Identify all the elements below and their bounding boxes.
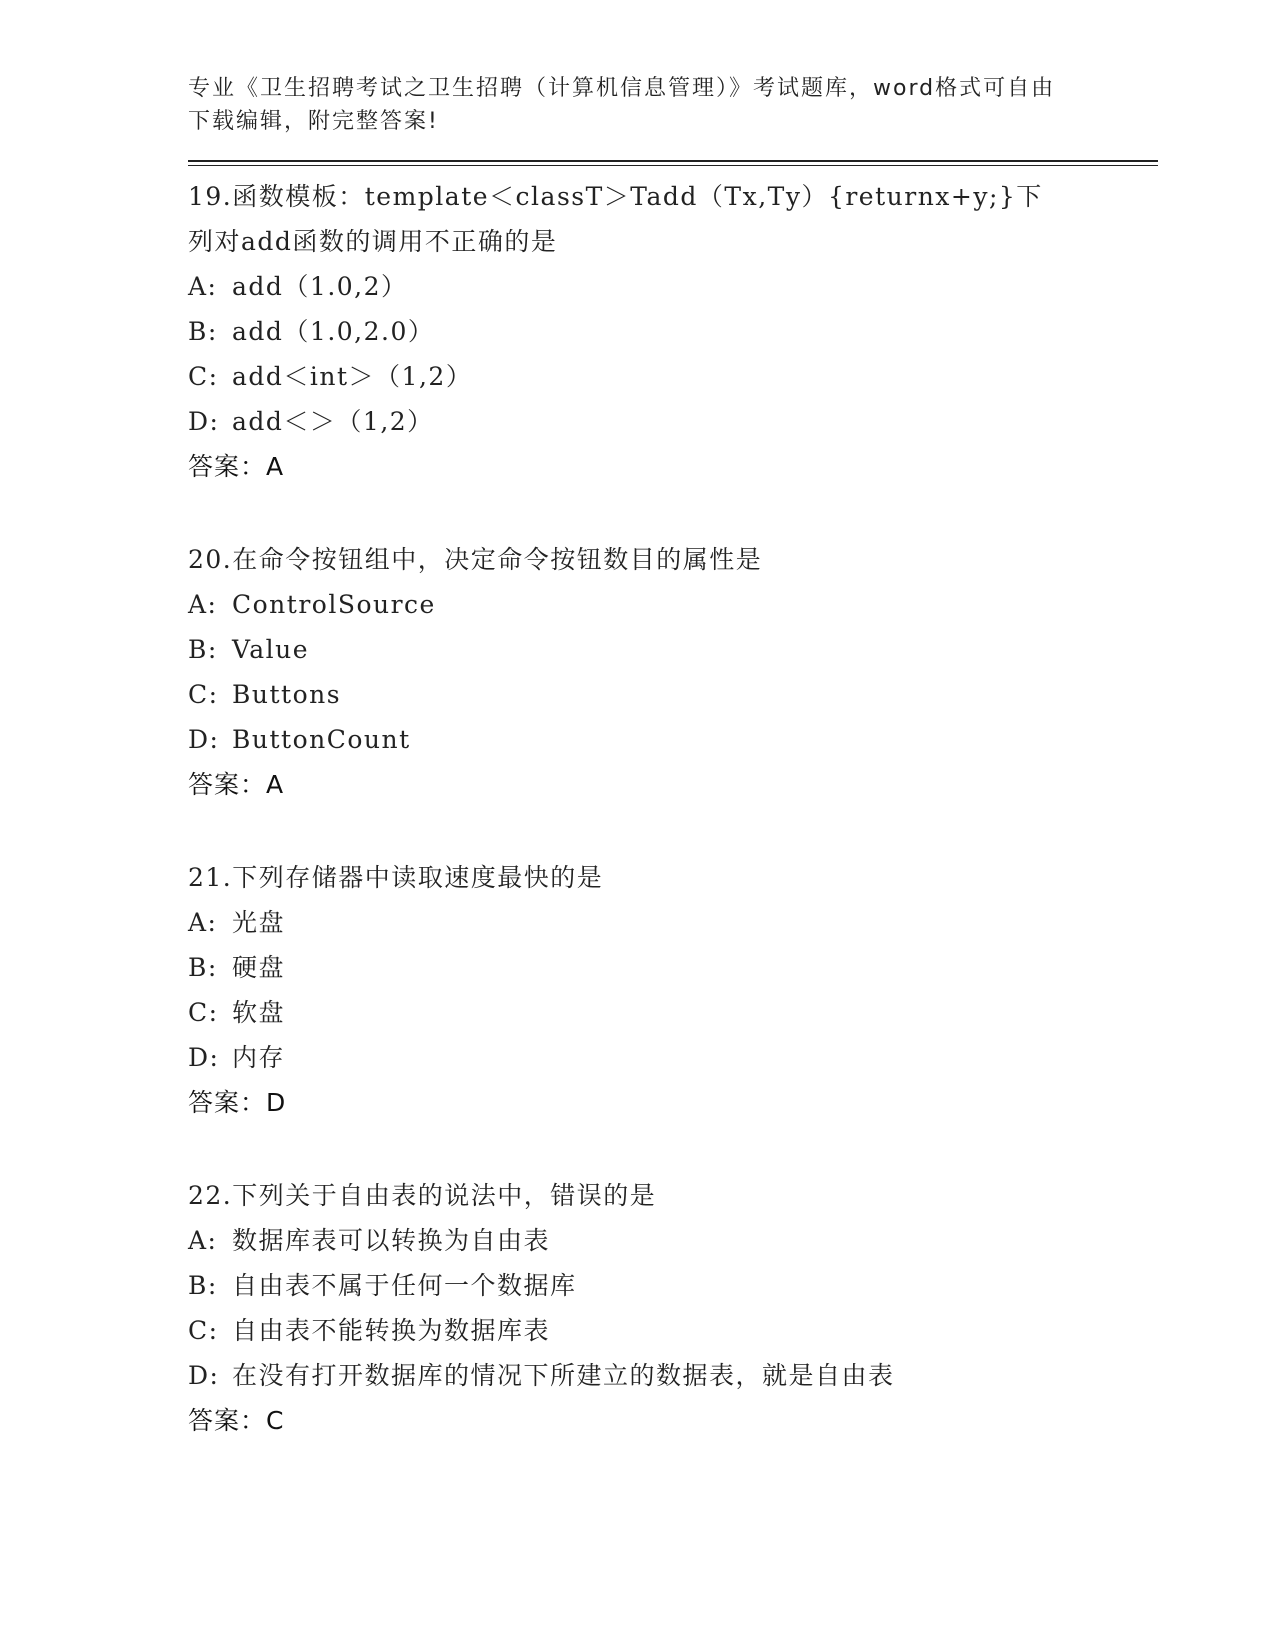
option-d bbox=[188, 1035, 1158, 1080]
option-b bbox=[188, 1263, 1158, 1308]
question-stem: 19.函数模板：template＜classT＞Tadd（Tx,Ty）{returnx+y;}下列对add函数的调用不正确的是 bbox=[188, 182, 1043, 256]
option-d bbox=[188, 717, 1158, 762]
option-letter: B: bbox=[188, 635, 218, 664]
option-b bbox=[188, 945, 1158, 990]
option-a bbox=[188, 582, 1158, 627]
option-text: Value bbox=[232, 635, 310, 664]
option-text: 硬盘 bbox=[232, 953, 286, 982]
option-a bbox=[188, 900, 1158, 945]
answer-label: 答案：A bbox=[188, 452, 285, 481]
option-text: ButtonCount bbox=[232, 725, 411, 754]
option-letter: C: bbox=[188, 680, 219, 709]
answer-label: 答案：C bbox=[188, 1406, 285, 1435]
option-a bbox=[188, 1218, 1158, 1263]
option-c bbox=[188, 1308, 1158, 1353]
option-text: ControlSource bbox=[232, 590, 436, 619]
question-stem: 22.下列关于自由表的说法中，错误的是 bbox=[188, 1181, 657, 1210]
option-letter: C: bbox=[188, 998, 219, 1027]
option-letter: A: bbox=[188, 908, 218, 937]
question-22 bbox=[188, 1173, 1158, 1443]
option-letter: D: bbox=[188, 407, 220, 436]
option-letter: C: bbox=[188, 362, 219, 391]
option-text: add（1.0,2） bbox=[232, 272, 408, 301]
option-d bbox=[188, 1353, 1158, 1398]
answer-label: 答案：A bbox=[188, 770, 285, 799]
option-letter: B: bbox=[188, 317, 218, 346]
question-19 bbox=[188, 174, 1158, 489]
question-20 bbox=[188, 537, 1158, 807]
option-letter: D: bbox=[188, 725, 220, 754]
option-letter: C: bbox=[188, 1316, 219, 1345]
option-letter: A: bbox=[188, 272, 218, 301]
option-b bbox=[188, 309, 1158, 354]
document-header: 专业《卫生招聘考试之卫生招聘（计算机信息管理）》考试题库，word格式可自由下载编辑，附完整答案! bbox=[188, 76, 1056, 134]
document-page bbox=[188, 72, 1158, 1491]
option-text: add（1.0,2.0） bbox=[232, 317, 435, 346]
option-c bbox=[188, 990, 1158, 1035]
option-letter: B: bbox=[188, 1271, 218, 1300]
question-stem: 21.下列存储器中读取速度最快的是 bbox=[188, 863, 604, 892]
option-text: 数据库表可以转换为自由表 bbox=[232, 1226, 551, 1255]
question-21 bbox=[188, 855, 1158, 1125]
option-text: Buttons bbox=[232, 680, 342, 709]
option-letter: A: bbox=[188, 590, 218, 619]
option-text: 在没有打开数据库的情况下所建立的数据表，就是自由表 bbox=[232, 1361, 895, 1390]
option-text: add＜＞（1,2） bbox=[232, 407, 434, 436]
answer-label: 答案：D bbox=[188, 1088, 287, 1117]
option-c bbox=[188, 354, 1158, 399]
header-divider bbox=[188, 160, 1158, 166]
option-letter: A: bbox=[188, 1226, 218, 1255]
option-a bbox=[188, 264, 1158, 309]
option-d bbox=[188, 399, 1158, 444]
option-letter: D: bbox=[188, 1361, 220, 1390]
option-text: add＜int＞（1,2） bbox=[232, 362, 473, 391]
option-text: 自由表不属于任何一个数据库 bbox=[232, 1271, 577, 1300]
option-letter: B: bbox=[188, 953, 218, 982]
option-text: 自由表不能转换为数据库表 bbox=[232, 1316, 551, 1345]
option-text: 内存 bbox=[232, 1043, 286, 1072]
option-text: 软盘 bbox=[232, 998, 286, 1027]
option-c bbox=[188, 672, 1158, 717]
option-b bbox=[188, 627, 1158, 672]
option-text: 光盘 bbox=[232, 908, 286, 937]
question-stem: 20.在命令按钮组中，决定命令按钮数目的属性是 bbox=[188, 545, 763, 574]
option-letter: D: bbox=[188, 1043, 220, 1072]
